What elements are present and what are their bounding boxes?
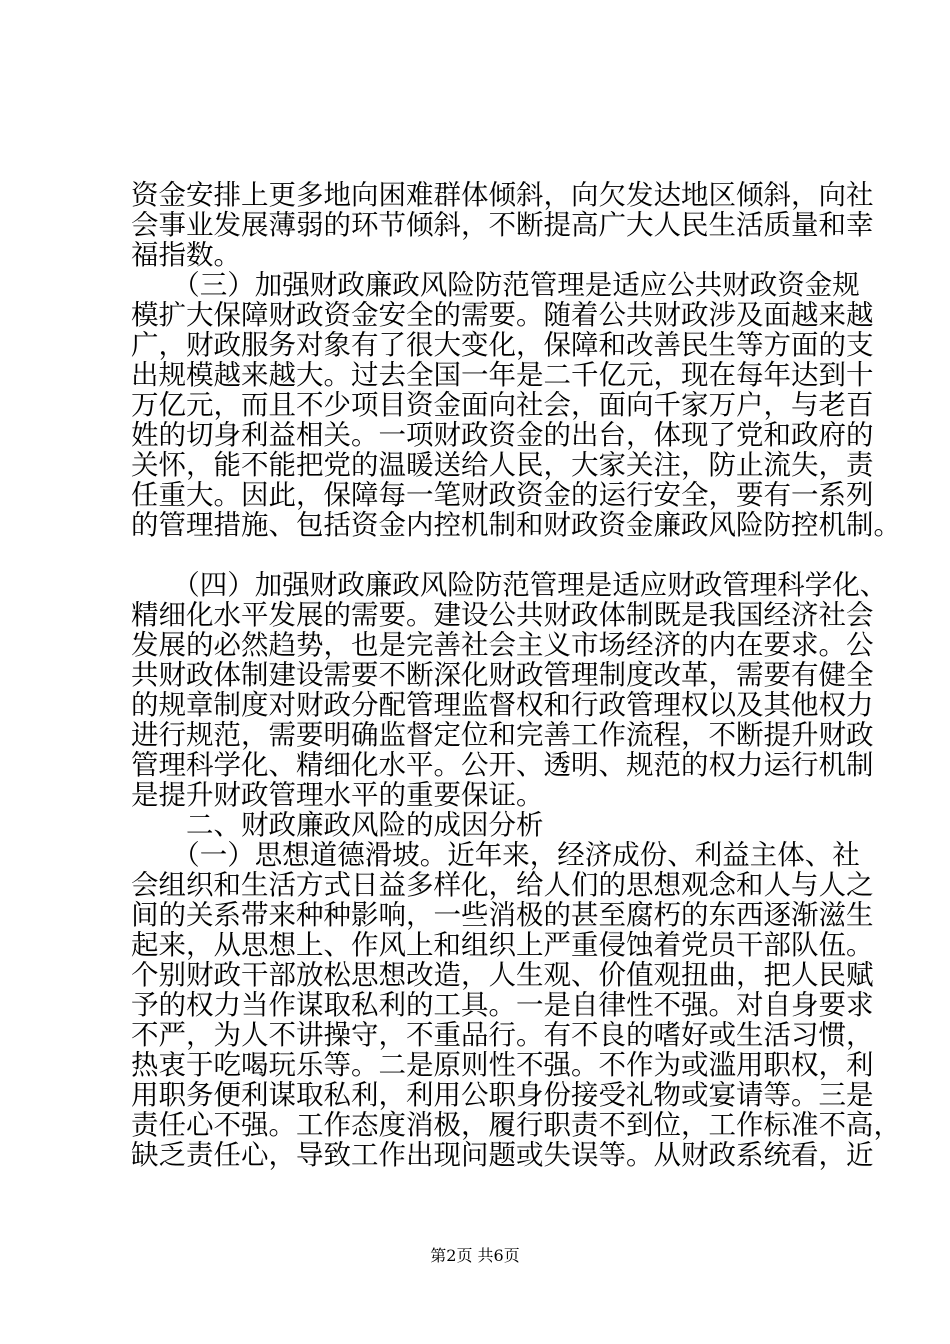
body-line: （四）加强财政廉政风险防范管理是适应财政管理科学化、 — [131, 569, 888, 601]
body-line: 起来，从思想上、作风上和组织上严重侵蚀着党员干部队伍。 — [131, 929, 874, 961]
section-heading: 二、财政廉政风险的成因分析 — [131, 809, 544, 841]
body-line: 资金安排上更多地向困难群体倾斜，向欠发达地区倾斜，向社 — [131, 179, 874, 211]
body-line: （一）思想道德滑坡。近年来，经济成份、利益主体、社 — [131, 839, 860, 871]
body-line: 会事业发展薄弱的环节倾斜，不断提高广大人民生活质量和幸 — [131, 209, 874, 241]
body-line: 出规模越来越大。过去全国一年是二千亿元，现在每年达到十 — [131, 359, 874, 391]
body-line: 热衷于吃喝玩乐等。二是原则性不强。不作为或滥用职权，利 — [131, 1049, 874, 1081]
body-line: （三）加强财政廉政风险防范管理是适应公共财政资金规 — [131, 269, 860, 301]
body-line: 是提升财政管理水平的重要保证。 — [131, 779, 544, 811]
body-line: 间的关系带来种种影响，一些消极的甚至腐朽的东西逐渐滋生 — [131, 899, 874, 931]
body-line: 会组织和生活方式日益多样化，给人们的思想观念和人与人之 — [131, 869, 874, 901]
body-line: 福指数。 — [131, 239, 241, 271]
body-line: 发展的必然趋势，也是完善社会主义市场经济的内在要求。公 — [131, 629, 874, 661]
body-line: 用职务便利谋取私利，利用公职身份接受礼物或宴请等。三是 — [131, 1079, 874, 1111]
body-line: 姓的切身利益相关。一项财政资金的出台，体现了党和政府的 — [131, 419, 874, 451]
body-line: 的规章制度对财政分配管理监督权和行政管理权以及其他权力 — [131, 689, 874, 721]
body-line: 缺乏责任心，导致工作出现问题或失误等。从财政系统看，近 — [131, 1139, 874, 1171]
body-line: 不严，为人不讲操守，不重品行。有不良的嗜好或生活习惯， — [131, 1019, 874, 1051]
body-line: 精细化水平发展的需要。建设公共财政体制既是我国经济社会 — [131, 599, 874, 631]
body-line: 予的权力当作谋取私利的工具。一是自律性不强。对自身要求 — [131, 989, 874, 1021]
page-footer: 第2页 共6页 — [430, 1246, 520, 1265]
body-line: 进行规范，需要明确监督定位和完善工作流程，不断提升财政 — [131, 719, 874, 751]
body-line: 万亿元，而且不少项目资金面向社会，面向千家万户，与老百 — [131, 389, 874, 421]
body-line: 关怀，能不能把党的温暖送给人民，大家关注，防止流失，责 — [131, 449, 874, 481]
body-line: 管理科学化、精细化水平。公开、透明、规范的权力运行机制 — [131, 749, 874, 781]
body-line: 的管理措施、包括资金内控机制和财政资金廉政风险防控机制。 — [131, 509, 901, 541]
body-line: 共财政体制建设需要不断深化财政管理制度改革，需要有健全 — [131, 659, 874, 691]
body-line: 任重大。因此，保障每一笔财政资金的运行安全，要有一系列 — [131, 479, 874, 511]
body-line: 模扩大保障财政资金安全的需要。随着公共财政涉及面越来越 — [131, 299, 874, 331]
body-line: 广，财政服务对象有了很大变化，保障和改善民生等方面的支 — [131, 329, 874, 361]
body-line: 个别财政干部放松思想改造，人生观、价值观扭曲，把人民赋 — [131, 959, 874, 991]
body-line: 责任心不强。工作态度消极，履行职责不到位，工作标准不高， — [131, 1109, 901, 1141]
